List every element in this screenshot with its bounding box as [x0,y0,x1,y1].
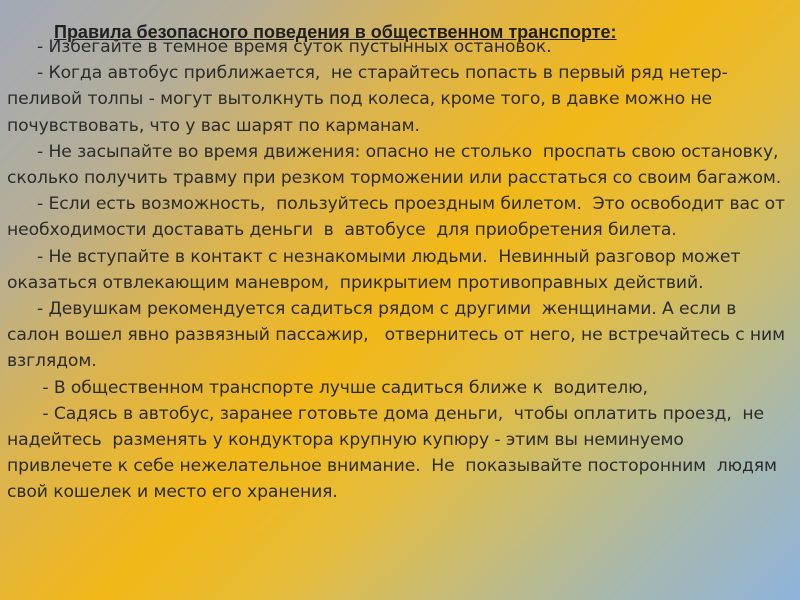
rule-paragraph: - Когда автобус приближается, не старайтесь попасть в первый ряд нетер-пеливой толпы - могут вытолкнуть под колеса, кроме того, в давке можно не почувствовать, что у вас шарят по карманам. [7,63,728,136]
page-title: Правила безопасного поведения в общественном транспорте: [54,22,617,42]
rule-paragraph: - Не вступайте в контакт с незнакомыми людьми. Невинный разговор может оказаться отвлекающим маневром, прикрытием противоправных действий. [7,246,746,293]
rule-paragraph: - Девушкам рекомендуется садиться рядом с другими женщинами. А если в салон вошел явно развязный пассажир, отвернитесь от него, не встречайтесь с ним взглядом. [7,299,791,372]
rule-paragraph: - Не засыпайте во время движения: опасно не столько проспать свою остановку, сколько получить травму при резком торможении или расстаться со своим багажом. [7,141,784,189]
rules-text [7,34,793,506]
rule-paragraph: - Садясь в автобус, заранее готовьте дома деньги, чтобы оплатить проезд, не надейтесь разменять у кондуктора крупную купюру - этим вы неминуемо привлечете к себе нежелательное внимание. Не показывайте посторонним людям свой кошелек и место его хранения. [7,403,783,503]
rule-paragraph: - Если есть возможность, пользуйтесь проездным билетом. Это освободит вас от необходимости доставать деньги в автобусе для приобретения билета. [7,194,791,241]
rule-paragraph: - В общественном транспорте лучше садиться ближе к водителю, [37,377,648,398]
rule-paragraph: - Избегайте в темное время суток пустынных остановок. [37,37,552,57]
